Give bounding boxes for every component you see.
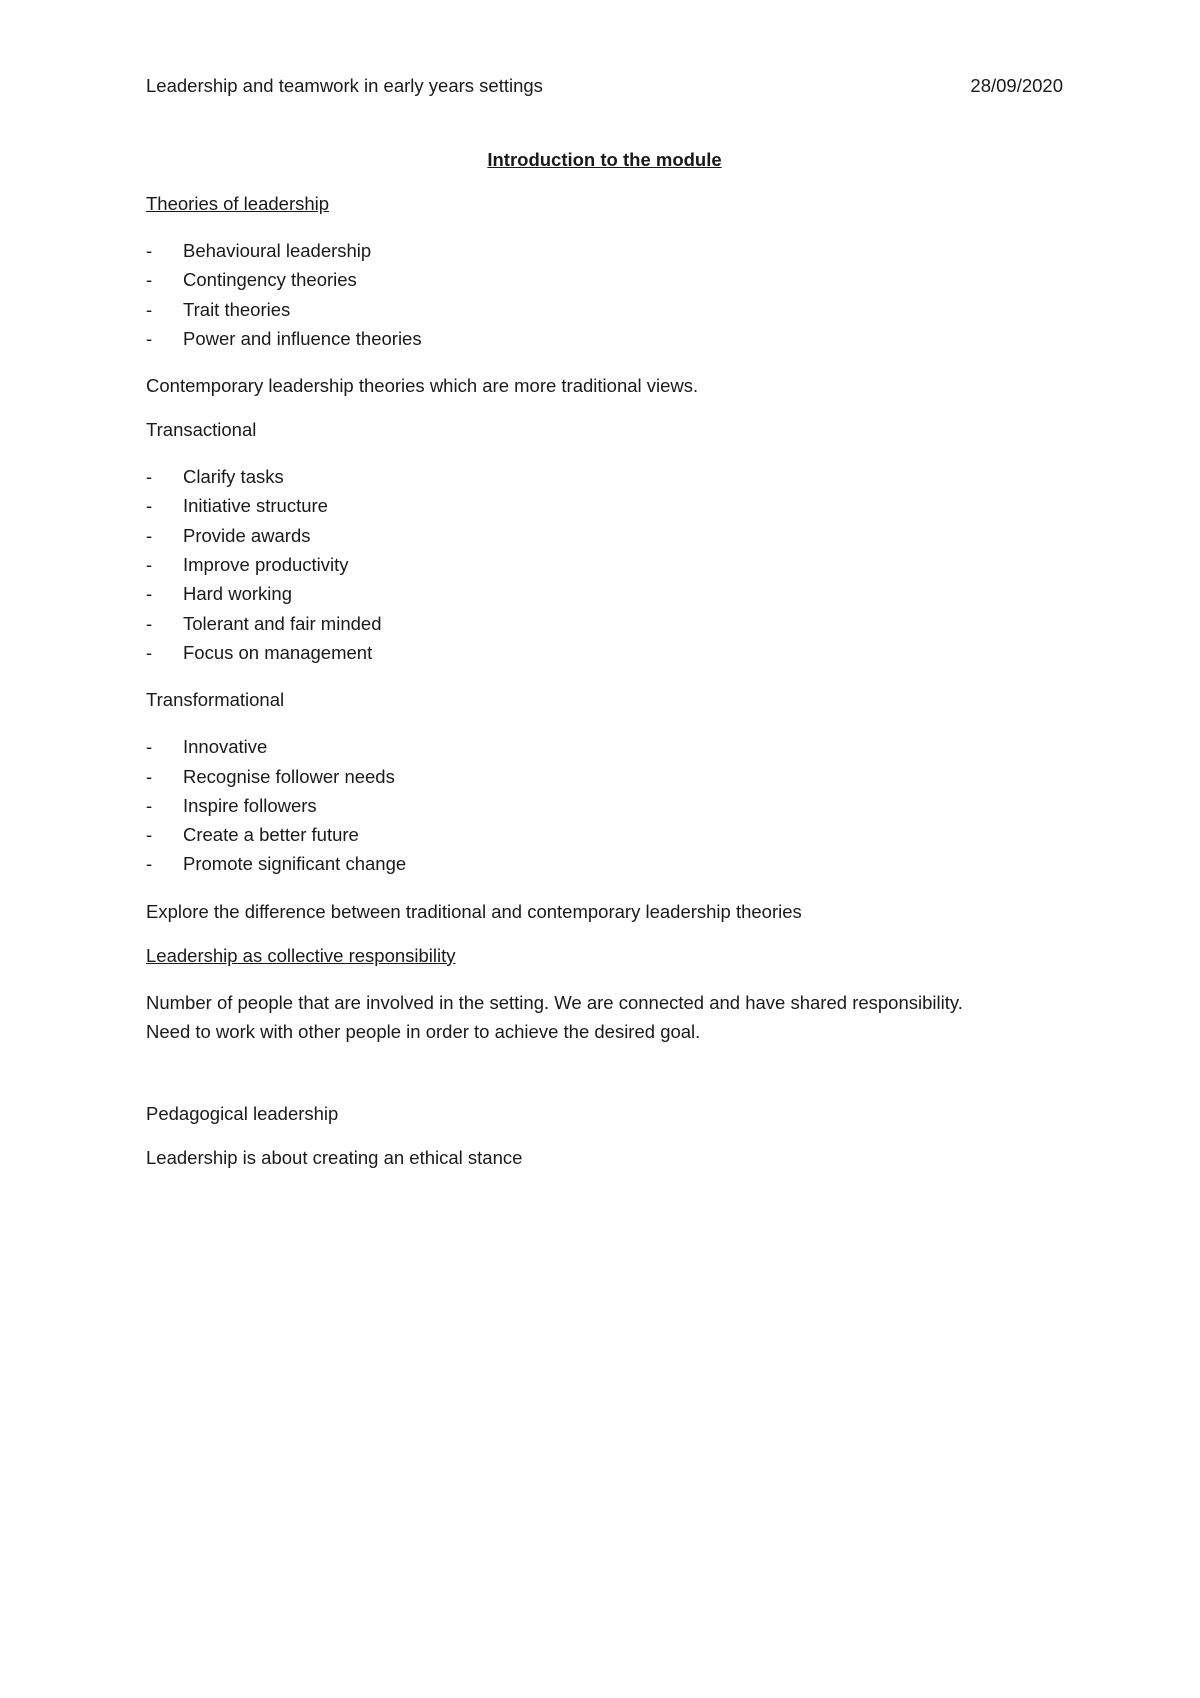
list-item: - Create a better future: [146, 824, 359, 846]
collective-line-2: Need to work with other people in order to achieve the desired goal.: [146, 1020, 701, 1042]
list-item: - Inspire followers: [146, 794, 317, 816]
theories-list: [146, 236, 1063, 353]
list-item: - Trait theories: [146, 298, 291, 320]
document-body: [146, 148, 1063, 1190]
section-heading-pedagogical: Pedagogical leadership: [146, 1102, 339, 1124]
header-module-title: Leadership and teamwork in early years settings: [146, 75, 543, 96]
list-item: - Focus on management: [146, 641, 373, 663]
list-item: - Initiative structure: [146, 495, 328, 517]
section-heading-transactional: Transactional: [146, 419, 257, 441]
list-item: - Promote significant change: [146, 853, 407, 875]
page-header: [146, 74, 1063, 98]
blank-line: [146, 1066, 1063, 1102]
list-item: - Improve productivity: [146, 554, 349, 576]
list-item: - Recognise follower needs: [146, 765, 395, 787]
section-heading-theories: Theories of leadership: [146, 193, 330, 214]
contemporary-text: Contemporary leadership theories which are more traditional views.: [146, 375, 699, 397]
page-title: Introduction to the module: [487, 149, 722, 170]
list-item: - Contingency theories: [146, 269, 357, 291]
section-heading-transformational: Transformational: [146, 689, 285, 711]
list-item: - Clarify tasks: [146, 466, 284, 488]
header-date: 28/09/2020: [970, 75, 1063, 96]
transformational-list: [146, 732, 1063, 878]
transactional-list: [146, 462, 1063, 667]
list-item: - Innovative: [146, 736, 268, 758]
list-item: - Provide awards: [146, 524, 311, 546]
explore-text: Explore the difference between traditional and contemporary leadership theories: [146, 900, 802, 922]
list-item: - Power and influence theories: [146, 327, 422, 349]
collective-line-1: Number of people that are involved in the setting. We are connected and have shared responsibility.: [146, 991, 963, 1013]
collective-paragraph: [146, 988, 1063, 1046]
pedagogical-text: Leadership is about creating an ethical stance: [146, 1146, 523, 1168]
section-heading-collective: Leadership as collective responsibility: [146, 944, 456, 966]
list-item: - Hard working: [146, 583, 292, 605]
list-item: - Tolerant and fair minded: [146, 612, 382, 634]
list-item: - Behavioural leadership: [146, 240, 372, 261]
